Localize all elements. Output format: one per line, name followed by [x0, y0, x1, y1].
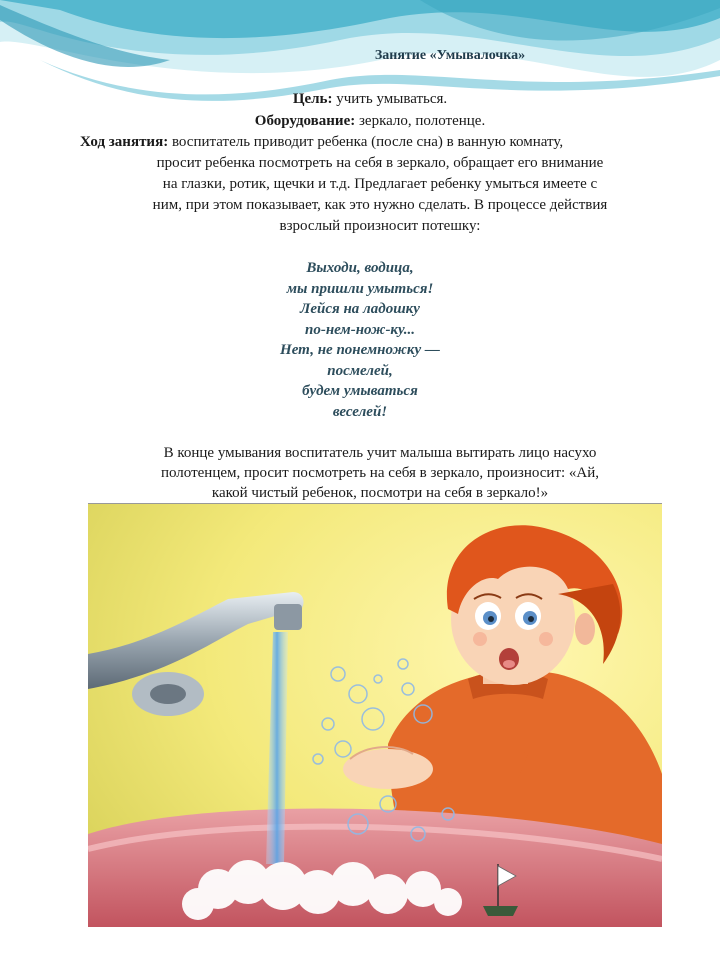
- procedure-line-4: ним, при этом показывает, как это нужно сделать. В процессе действия: [152, 197, 608, 213]
- equipment-text: зеркало, полотенце.: [355, 113, 486, 129]
- goal-label: Цель:: [292, 91, 333, 107]
- poem-line: мы пришли умыться!: [286, 280, 434, 297]
- poem-line: по-нем-нож-ку...: [304, 321, 416, 338]
- procedure-text-1: воспитатель приводит ребенка (после сна) в ванную комнату,: [168, 134, 564, 150]
- poem-line: будем умываться: [302, 383, 418, 399]
- page-title: Занятие «Умывалочка»: [374, 48, 526, 63]
- goal-text: учить умываться.: [332, 91, 448, 107]
- illustration-child-washing: [88, 503, 662, 927]
- procedure-line-3: на глазки, ротик, щечки и т.д. Предлагает ребенку умыться имеете с: [162, 176, 598, 192]
- poem-line: посмелей,: [327, 362, 393, 379]
- procedure-line-2: просит ребенка посмотреть на себя в зеркало, обращает его внимание: [156, 155, 604, 171]
- equipment-line: [0, 111, 720, 131]
- closing-paragraph: [0, 443, 720, 503]
- procedure-line-1: [80, 132, 563, 152]
- poem-line: Лейся на ладошку: [300, 301, 420, 317]
- procedure-line-5: взрослый произносит потешку:: [279, 218, 481, 234]
- closing-line: В конце умывания воспитатель учит малыша вытирать лицо насухо: [163, 445, 597, 461]
- procedure-label: Ход занятия:: [80, 134, 169, 150]
- poem-line: веселей!: [332, 403, 388, 420]
- closing-line: полотенцем, просит посмотреть на себя в зеркало, произносит: «Ай,: [160, 465, 600, 481]
- nursery-rhyme: [0, 258, 720, 422]
- poem-line: Выходи, водица,: [306, 260, 414, 276]
- goal-line: [0, 89, 720, 109]
- poem-line: Нет, не понемножку —: [280, 342, 440, 358]
- equipment-label: Оборудование:: [254, 113, 356, 129]
- illustration-svg: [88, 504, 662, 927]
- closing-line: какой чистый ребенок, посмотри на себя в зеркало!»: [211, 485, 549, 501]
